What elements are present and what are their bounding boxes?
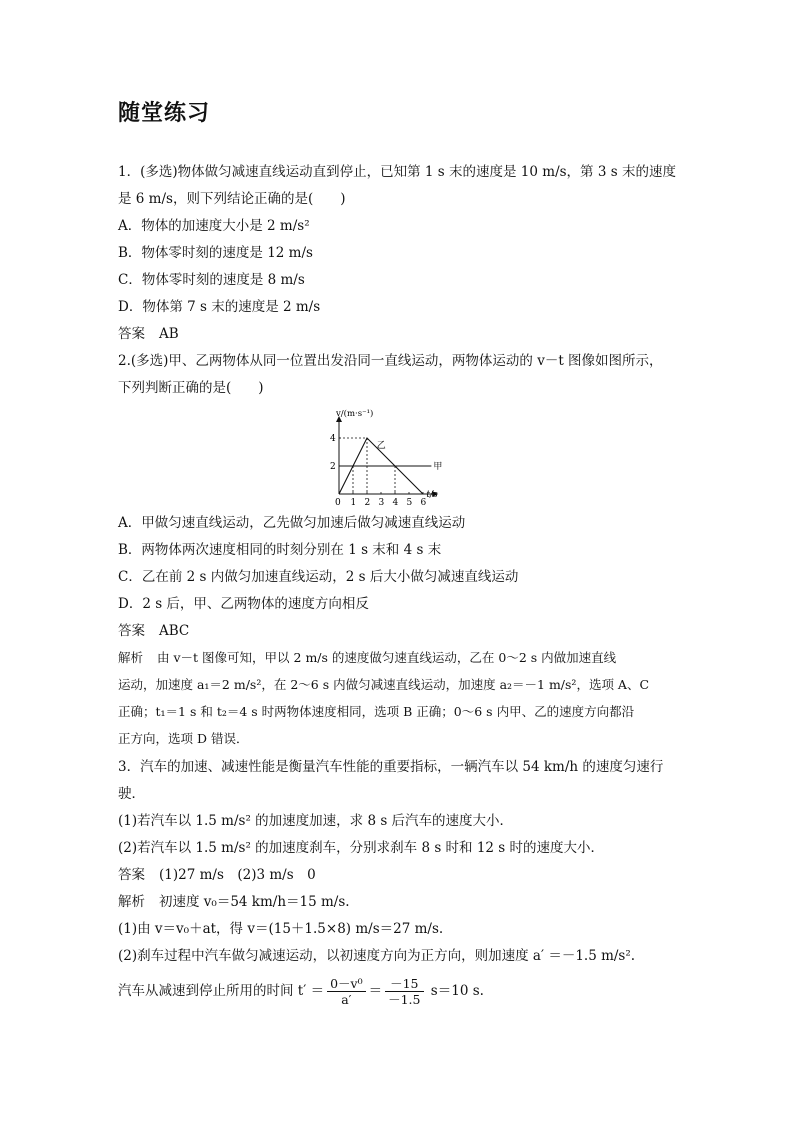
q3-analysis-line3: (2)刹车过程中汽车做匀减速运动，以初速度方向为正方向，则加速度 a′ ＝－1.5 m/s². <box>118 948 636 964</box>
q2-option-b: B．两物体两次速度相同的时刻分别在 1 s 末和 4 s 末 <box>118 542 442 558</box>
x-tick-label: 0 <box>335 498 341 508</box>
q1-option-d: D．物体第 7 s 末的速度是 2 m/s <box>118 299 321 315</box>
q3-fraction-2-numerator: －15 <box>385 976 423 992</box>
q3-answer-value: (1)27 m/s (2)3 m/s 0 <box>159 867 316 883</box>
q2-option-a: A．甲做匀速直线运动，乙先做匀加速后做匀减速直线运动 <box>118 515 466 531</box>
q3-answer <box>118 865 316 885</box>
q2-answer <box>118 621 189 641</box>
q3-fraction-1 <box>327 976 366 1007</box>
q2-analysis-line4: 正方向，选项 D 错误． <box>118 731 249 746</box>
q3-fraction-2 <box>385 976 423 1007</box>
q3-analysis-line4-suffix: s＝10 s. <box>430 983 484 999</box>
q3-fraction-2-denominator: －1.5 <box>388 992 421 1007</box>
q1-option-b: B．物体零时刻的速度是 12 m/s <box>118 245 313 261</box>
x-tick-label: 3 <box>378 498 385 508</box>
q3-stem-line2: 驶． <box>118 786 145 802</box>
series-label-jia: 甲 <box>433 462 443 472</box>
y-tick-label: 4 <box>330 434 336 444</box>
series-label-yi: 乙 <box>376 440 386 451</box>
x-tick-label: 1 <box>350 498 357 508</box>
x-tick-label: 4 <box>392 498 399 508</box>
y-tick-label: 2 <box>330 462 336 472</box>
q3-sub-question-1: (1)若汽车以 1.5 m/s² 的加速度加速，求 8 s 后汽车的速度大小． <box>118 813 514 829</box>
vt-chart <box>318 398 468 508</box>
q2-stem-line2: 下列判断正确的是( ) <box>118 380 264 396</box>
q3-analysis-line4 <box>118 976 484 1007</box>
q2-analysis-line3: 正确；t₁＝1 s 和 t₂＝4 s 时两物体速度相同，选项 B 正确；0～6 s 内甲、乙的速度方向都沿 <box>118 704 635 719</box>
section-title: 随堂练习 <box>118 101 211 126</box>
q3-analysis-text-1: 初速度 v₀＝54 km/h＝15 m/s. <box>159 894 350 910</box>
x-tick-label: 5 <box>406 498 413 508</box>
q2-answer-value: ABC <box>159 623 190 639</box>
q2-stem-line1: 2.(多选)甲、乙两物体从同一位置出发沿同一直线运动，两物体运动的 v－t 图像如图所示， <box>118 353 663 369</box>
q3-answer-label: 答案 <box>118 867 145 883</box>
q3-analysis-label: 解析 <box>118 894 145 910</box>
q2-option-d: D．2 s 后，甲、乙两物体的速度方向相反 <box>118 596 369 612</box>
q1-stem-line1: 1．(多选)物体做匀减速直线运动直到停止，已知第 1 s 末的速度是 10 m/s，第 3 s 末的速度 <box>118 164 676 180</box>
q2-answer-label: 答案 <box>118 623 145 639</box>
q1-answer-value: AB <box>159 326 179 342</box>
q2-analysis-line2: 运动，加速度 a₁＝2 m/s²，在 2～6 s 内做匀减速直线运动，加速度 a₂＝－1 m/s²，选项 A、C <box>118 677 650 692</box>
q3-stem-line1: 3．汽车的加速、减速性能是衡量汽车性能的重要指标，一辆汽车以 54 km/h 的速度匀速行 <box>118 759 664 775</box>
q3-analysis-line4-prefix: 汽车从减速到停止所用的时间 t′ ＝ <box>118 983 325 999</box>
q3-analysis-line1 <box>118 892 350 912</box>
x-tick-label: 6 <box>420 498 427 508</box>
q1-option-a: A．物体的加速度大小是 2 m/s² <box>118 218 310 234</box>
y-axis-label: v/(m·s⁻¹) <box>336 409 374 419</box>
q1-answer <box>118 324 179 344</box>
q2-option-c: C．乙在前 2 s 内做匀加速直线运动，2 s 后大小做匀减速直线运动 <box>118 569 519 585</box>
q3-analysis-line2: (1)由 v＝v₀＋at，得 v＝(15＋1.5×8) m/s＝27 m/s. <box>118 921 444 937</box>
q3-fraction-1-numerator: 0－v⁰ <box>327 976 366 992</box>
q1-answer-label: 答案 <box>118 326 145 342</box>
x-tick-label: 2 <box>364 498 371 508</box>
x-axis-label: t/s <box>426 490 438 500</box>
q2-analysis-label: 解析 <box>118 650 144 665</box>
q2-analysis-line1 <box>118 648 616 668</box>
q3-sub-question-2: (2)若汽车以 1.5 m/s² 的加速度刹车，分别求刹车 8 s 时和 12 s 时的速度大小． <box>118 840 605 856</box>
q3-fraction-1-denominator: a′ <box>341 992 352 1007</box>
q1-stem-line2: 是 6 m/s，则下列结论正确的是( ) <box>118 191 346 207</box>
q1-option-c: C．物体零时刻的速度是 8 m/s <box>118 272 305 288</box>
q3-equals: ＝ <box>368 983 383 999</box>
q2-analysis-text-1: 由 v－t 图像可知，甲以 2 m/s 的速度做匀速直线运动，乙在 0～2 s 内做加速直线 <box>157 650 617 665</box>
